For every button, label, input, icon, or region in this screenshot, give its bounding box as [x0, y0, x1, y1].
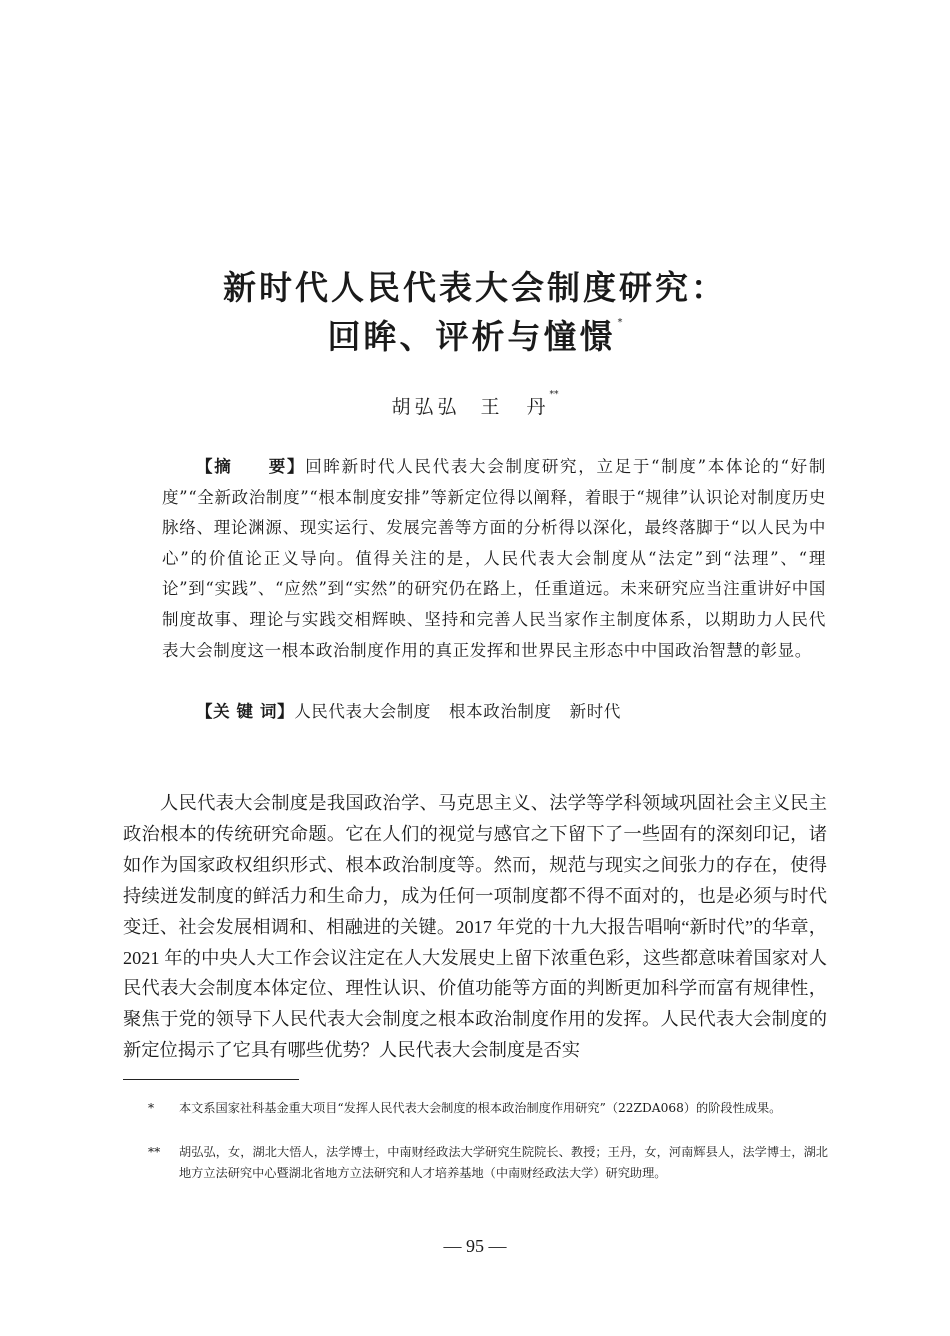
footnote-divider [123, 1079, 299, 1080]
article-title-line-1: 新时代人民代表大会制度研究： [223, 268, 727, 307]
author-name: 胡弘弘 [391, 396, 461, 418]
footnote-mark: * [148, 1101, 155, 1115]
abstract-label: 【摘 要】 [196, 457, 306, 476]
keyword: 人民代表大会制度 [294, 702, 432, 721]
abstract [162, 452, 826, 666]
author-line [0, 392, 950, 419]
article-title-line-2: 回眸、评析与憧憬 * [327, 317, 623, 356]
keyword: 根本政治制度 [449, 702, 552, 721]
title-footnote-mark[interactable]: * [617, 317, 623, 328]
author-name: 王 丹 [480, 396, 550, 418]
page-number: — 95 — [443, 1236, 507, 1256]
footnote [148, 1098, 828, 1119]
footnote [148, 1142, 828, 1184]
footnote-text: 胡弘弘，女，湖北大悟人，法学博士，中南财经政法大学研究生院院长、教授；王丹，女，河南辉县人，法学博士，湖北地方立法研究中心暨湖北省地方立法研究和人才培养基地（中南财经政法大学）研究助理。 [179, 1145, 828, 1180]
keywords [196, 697, 836, 727]
keywords-label: 【关 键 词】 [196, 702, 295, 721]
footnote-text: 本文系国家社科基金重大项目“发挥人民代表大会制度的根本政治制度作用研究”（22ZDA068）的阶段性成果。 [179, 1101, 782, 1115]
keyword: 新时代 [569, 702, 621, 721]
author-footnote-mark[interactable]: ** [549, 390, 559, 400]
body-paragraph: 人民代表大会制度是我国政治学、马克思主义、法学等学科领域巩固社会主义民主政治根本的传统研究命题。它在人们的视觉与感官之下留下了一些固有的深刻印记，诸如作为国家政权组织形式、根本政治制度等。然而，规范与现实之间张力的存在，使得持续迸发制度的鲜活力和生命力，成为任何一项制度都不得不面对的，也是必须与时代变迁、社会发展相调和、相融进的关键。2017 年党的十九大报告唱响“新时代”的华章，2021 年的中央人大工作会议注定在人大发展史上留下浓重色彩，这些都意味着国家对人民代表大会制度本体定位、理性认识、价值功能等方面的判断更加科学而富有规律性，聚焦于党的领导下人民代表大会制度之根本政治制度作用的发挥。人民代表大会制度的新定位揭示了它具有哪些优势？人民代表大会制度是否实 [123, 793, 827, 1061]
footnote-mark: ** [148, 1145, 161, 1159]
abstract-text: 回眸新时代人民代表大会制度研究，立足于“制度”本体论的“好制度”“全新政治制度”“根本制度安排”等新定位得以阐释，着眼于“规律”认识论对制度历史脉络、理论渊源、现实运行、发展完善等方面的分析得以深化，最终落脚于“以人民为中心”的价值论正义导向。值得关注的是，人民代表大会制度从“法定”到“法理”、“理论”到“实践”、“应然”到“实然”的研究仍在路上，任重道远。未来研究应当注重讲好中国制度故事、理论与实践交相辉映、坚持和完善人民当家作主制度体系，以期助力人民代表大会制度这一根本政治制度作用的真正发挥和世界民主形态中中国政治智慧的彰显。 [162, 457, 826, 660]
